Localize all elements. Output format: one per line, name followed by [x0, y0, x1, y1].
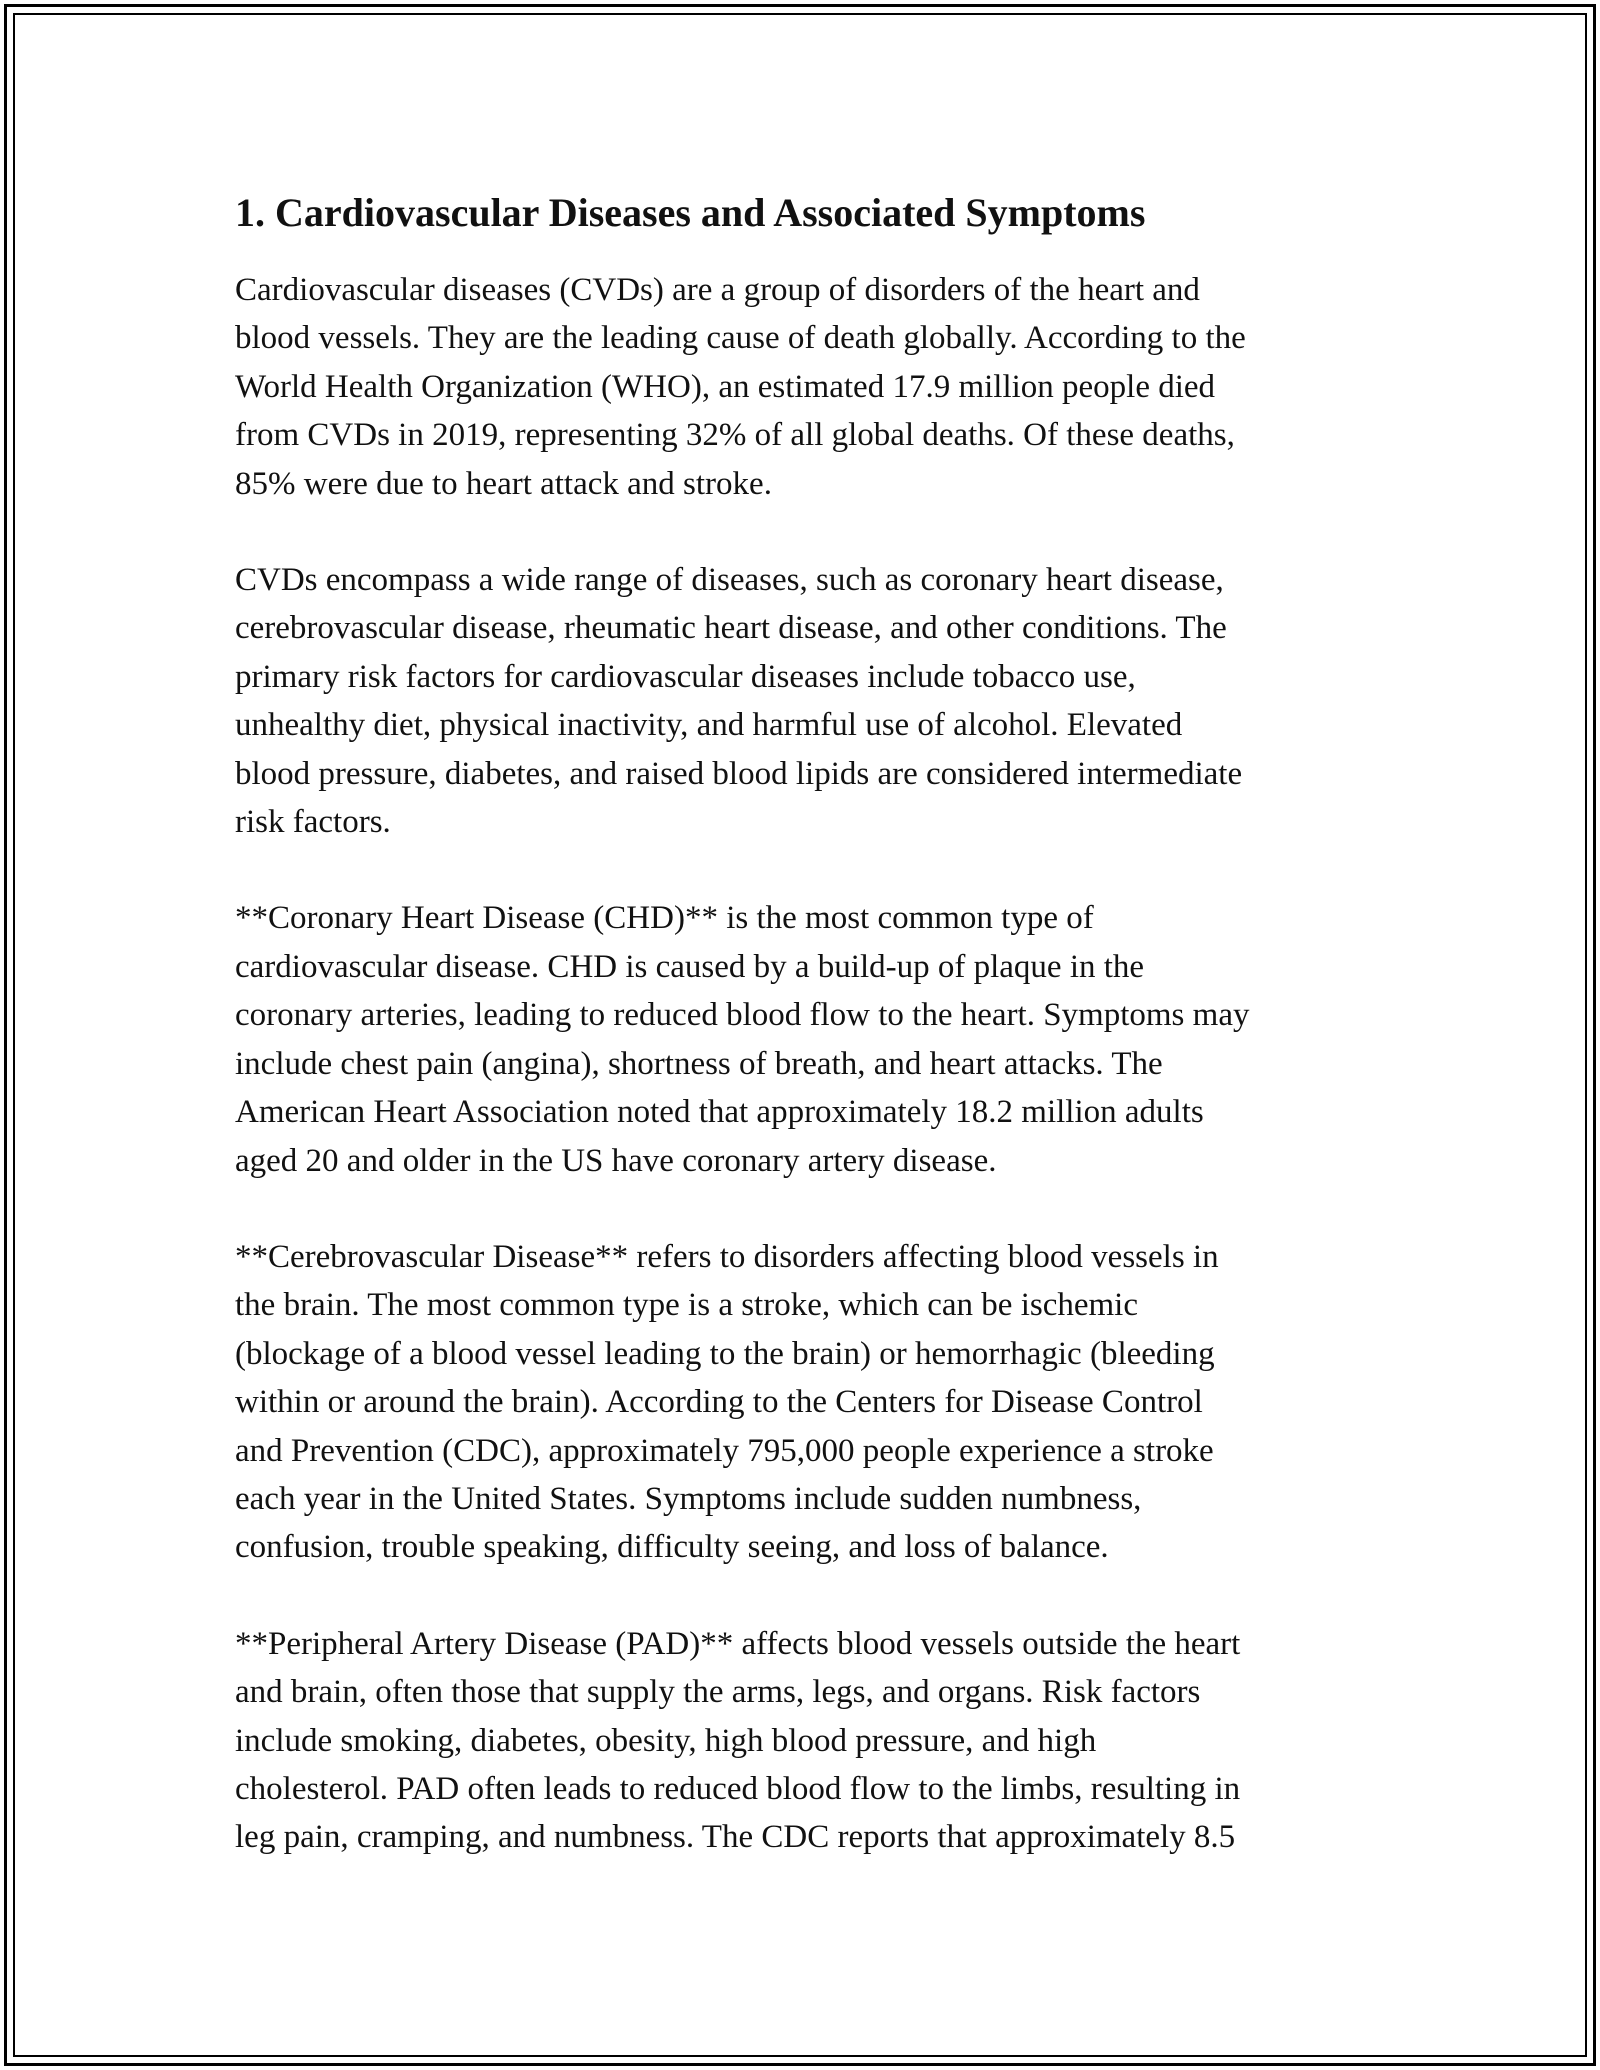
paragraph-coronary-heart-disease: **Coronary Heart Disease (CHD)** is the most common type of cardiovascular disease. CHD is caused by a build-up of plaque in the coronary arteries, leading to reduced blood flow to the heart. Symptoms may include chest pain (angina), shortness of breath, and heart attacks. The American Heart Association noted that approximately 18.2 million adults aged 20 and older in the US have coronary artery disease. — [235, 900, 1250, 1179]
paragraph-cvd-overview: Cardiovascular diseases (CVDs) are a group of disorders of the heart and blood vessels. They are the leading cause of death globally. According to the World Health Organization (WHO), an estimated 17.9 million people died from CVDs in 2019, representing 32% of all global deaths. Of these deaths, 85% were due to heart attack and stroke. — [235, 272, 1246, 502]
paragraph-peripheral-artery-disease: **Peripheral Artery Disease (PAD)** affects blood vessels outside the heart and brain, often those that supply the arms, legs, and organs. Risk factors include smoking, diabetes, obesity, high blood pressure, and high cholesterol. PAD often leads to reduced blood flow to the limbs, resulting in leg pain, cramping, and numbness. The CDC reports that approximately 8.5 — [235, 1625, 1241, 1856]
paragraph-cvd-risk-factors: CVDs encompass a wide range of diseases, such as coronary heart disease, cerebrovascular disease, rheumatic heart disease, and other conditions. The primary risk factors for cardiovascular diseases include tobacco use, unhealthy diet, physical inactivity, and harmful use of alcohol. Elevated blood pressure, diabetes, and raised blood lipids are considered intermediate risk factors. — [235, 562, 1243, 841]
document-body — [235, 186, 1375, 1910]
paragraph-cerebrovascular-disease: **Cerebrovascular Disease** refers to disorders affecting blood vessels in the brain. The most common type is a stroke, which can be ischemic (blockage of a blood vessel leading to the brain) or hemorrhagic (bleeding within or around the brain). According to the Centers for Disease Control and Prevention (CDC), approximately 795,000 people experience a stroke each year in the United States. Symptoms include sudden numbness, confusion, trouble speaking, difficulty seeing, and loss of balance. — [235, 1238, 1219, 1566]
section-heading: 1. Cardiovascular Diseases and Associated Symptoms — [235, 190, 1146, 235]
